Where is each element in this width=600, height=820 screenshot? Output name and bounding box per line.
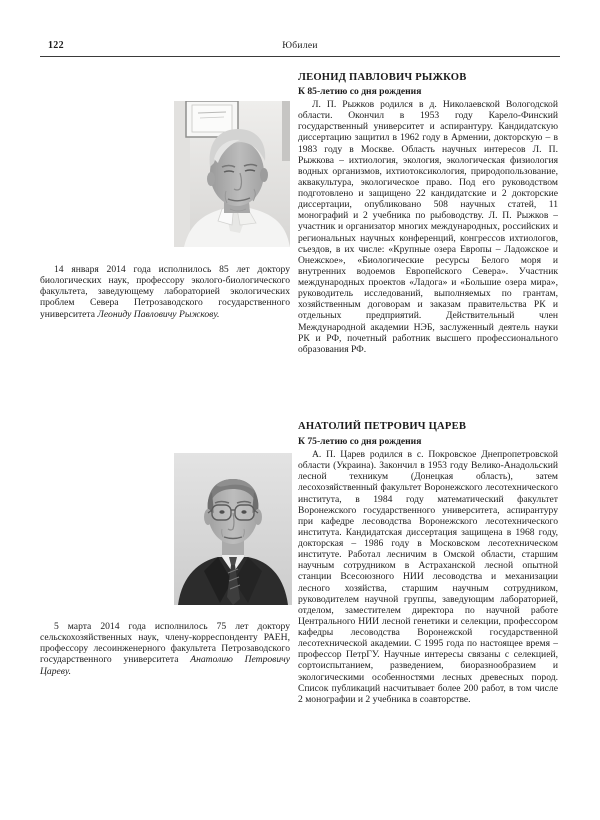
article-body-ryzhkov: Л. П. Рыжков родился в д. Николаевской Вологодской области. Окончил в 1953 году Карело-Финский государственный университет и аспирантуру. Кандидатскую диссертацию защитил в 1962 году в Армении, докторскую – в 1983 году в Москве. Область научных интересов Л. П. Рыжкова – ихтиология, экология, экологическая физиология водных организмов, ихтиотоксикология, природопользование, аквакультура, экологическое право. Под его руководством подготовлено и защищено 22 кандидатские и 2 докторские диссертации, опубликовано 508 научных статей, 11 монографий и 2 учебника по рыбоводству. Л. П. Рыжков – участник и организатор многих международных, российских и региональных научных конференций, конгрессов ихтиологов, съездов, в их числе: «Крупные озера Европы – Ладожское и Онежское», «Биологические ресурсы Белого моря и внутренних водоемов Европейского Севера». Участник международных проектов «Ладога» и «Большие озера мира», руководитель исследований, выполняемых по грантам, хозяйственным договорам и заказам правительства РК и отдельных предприятий. Действительный член Международной академии НЭБ, заслуженный деятель науки РК и РФ, почетный работник высшего профессионального образования РФ.	[298, 99, 558, 355]
caption-person-name: Анатолию Петровичу Цареву.	[40, 654, 290, 677]
article-title-tsarev: АНАТОЛИЙ ПЕТРОВИЧ ЦАРЕВ	[298, 421, 467, 432]
photo-caption-tsarev	[40, 621, 290, 677]
page-number: 122	[48, 40, 64, 51]
portrait-illustration-tsarev	[174, 453, 292, 605]
photo-anatoly-tsarev-portrait	[174, 453, 292, 605]
caption-person-name: Леониду Павловичу Рыжкову.	[97, 308, 220, 320]
article-subtitle-tsarev: К 75-летию со дня рождения	[298, 436, 422, 447]
photo-caption-ryzhkov	[40, 264, 290, 320]
photo-leonid-ryzhkov-portrait	[174, 101, 290, 247]
article-body-tsarev: А. П. Царев родился в с. Покровское Днепропетровской области (Украина). Закончил в 1953 году Велико-Анадольский лесной техникум (Донецкая область), затем лесохозяйственный факультет Воронежского лесотехнического института, в 1984 году математический факультет Воронежского государственного университета, аспирантуру при кафедре лесоводства Воронежского лесотехнического института. Кандидатская диссертация защищена в 1968 году, докторская – 1986 году в Московском лесотехническом институте. Работал лесничим в Омской области, старшим научным сотрудником в Астраханской лесной опытной станции Всесоюзного НИИ лесоводства и механизации лесного хозяйства, старшим научным сотрудником, руководителем научной группы, заведующим лабораторией, отделом, заместителем директора по научной работе Центрального НИИ лесной генетики и селекции, профессором кафедры лесоводства Воронежской государственной лесотехнической академии. С 1995 года по настоящее время – профессор ПетрГУ. Научные интересы связаны с селекцией, сортоиспытанием, разведением, биоразнообразием и экологическими особенностями лесных древесных пород. Список публикаций насчитывает более 200 работ, в том числе 2 монографии и 2 учебника в соавторстве.	[298, 449, 558, 705]
caption-text: 5 марта 2014 года исполнилось 75 лет доктору сельскохозяйственных наук, члену-корреспонденту РАЕН, профессору лесоинженерного факультета Петрозаводского государственного университета	[40, 620, 290, 666]
caption-text: 14 января 2014 года исполнилось 85 лет доктору биологических наук, профессору эколого-биологического факультета, заведующему лабораторией экологических проблем Севера Петрозаводского государственного университета	[40, 263, 290, 320]
article-subtitle-ryzhkov: К 85-летию со дня рождения	[298, 86, 422, 97]
header-rule	[40, 56, 560, 57]
portrait-illustration-ryzhkov	[174, 101, 290, 247]
article-title-ryzhkov: ЛЕОНИД ПАВЛОВИЧ РЫЖКОВ	[298, 72, 467, 83]
running-head: Юбилеи	[282, 41, 318, 51]
